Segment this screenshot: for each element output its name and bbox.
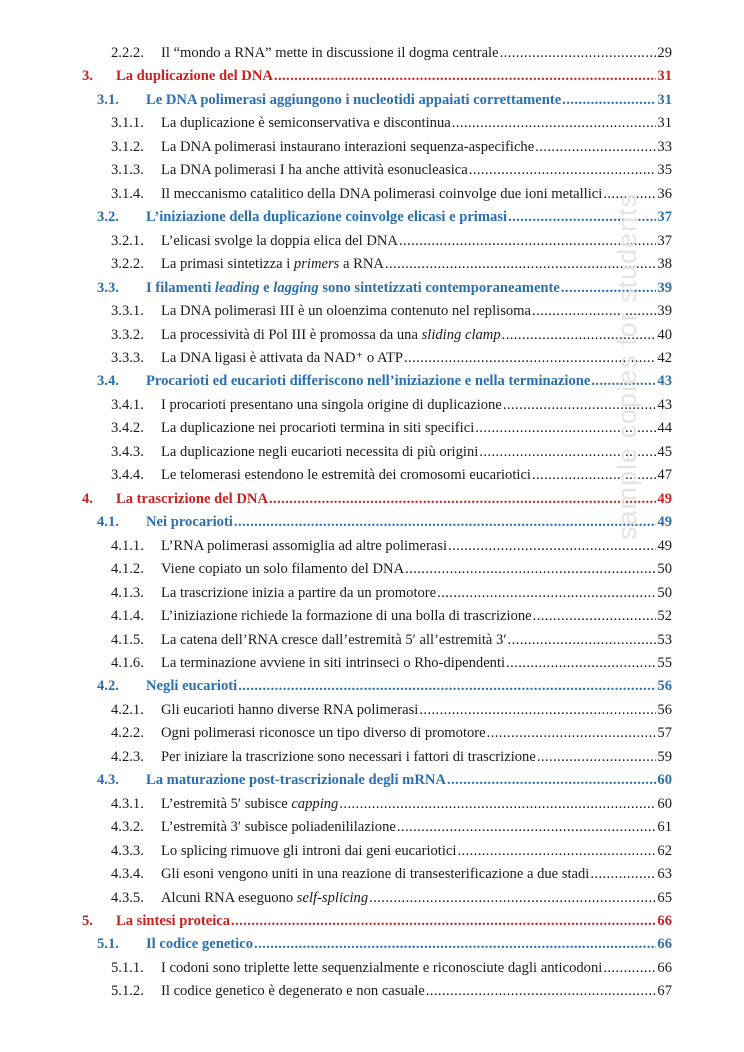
toc-entry-title: Il meccanismo catalitico della DNA polimerasi coinvolge due ioni metallici bbox=[161, 185, 603, 202]
toc-entry[interactable] bbox=[111, 888, 672, 908]
toc-entry[interactable] bbox=[111, 395, 672, 415]
dot-leader bbox=[447, 770, 656, 790]
toc-entry-page: 53 bbox=[657, 631, 672, 648]
toc-entry-page: 66 bbox=[657, 936, 672, 953]
toc-entry[interactable] bbox=[111, 348, 672, 368]
toc-entry-number: 3.4.2. bbox=[111, 420, 144, 437]
toc-entry[interactable] bbox=[111, 606, 672, 626]
toc-entry-title: La duplicazione negli eucarioti necessita di più origini bbox=[161, 443, 479, 460]
toc-entry-number: 3.2. bbox=[97, 209, 119, 226]
toc-entry-title: Il codice genetico bbox=[146, 936, 253, 953]
toc-entry-title: Alcuni RNA eseguono self-splicing bbox=[161, 889, 369, 906]
toc-entry[interactable] bbox=[111, 160, 672, 180]
toc-entry-number: 4.2.3. bbox=[111, 748, 144, 765]
toc-entry-page: 67 bbox=[657, 983, 672, 1000]
toc-entry-page: 36 bbox=[657, 185, 672, 202]
toc-entry[interactable] bbox=[111, 536, 672, 556]
toc-entry[interactable] bbox=[97, 371, 672, 391]
dot-leader bbox=[590, 864, 656, 884]
toc-entry-title: Gli esoni vengono uniti in una reazione di transesterificazione a due stadi bbox=[161, 866, 590, 883]
toc-entry[interactable] bbox=[111, 630, 672, 650]
toc-entry[interactable] bbox=[111, 700, 672, 720]
toc-entry-page: 66 bbox=[657, 913, 672, 930]
toc-entry[interactable] bbox=[111, 43, 672, 63]
toc-entry-page: 43 bbox=[657, 373, 672, 390]
toc-entry-page: 55 bbox=[657, 654, 672, 671]
toc-entry-title: Ogni polimerasi riconosce un tipo diverso di promotore bbox=[161, 725, 486, 742]
toc-entry-title: Le telomerasi estendono le estremità dei cromosomi eucariotici bbox=[161, 467, 531, 484]
toc-entry-number: 4.3.3. bbox=[111, 842, 144, 859]
toc-entry-page: 33 bbox=[657, 138, 672, 155]
toc-entry-page: 62 bbox=[657, 842, 672, 859]
toc-entry-page: 52 bbox=[657, 608, 672, 625]
toc-entry-page: 35 bbox=[657, 162, 672, 179]
toc-entry-number: 3.1.4. bbox=[111, 185, 144, 202]
toc-entry-number: 4.1.3. bbox=[111, 584, 144, 601]
toc-entry-number: 4.3.2. bbox=[111, 819, 144, 836]
toc-entry[interactable] bbox=[111, 301, 672, 321]
toc-entry[interactable] bbox=[97, 770, 672, 790]
toc-entry-title: Le DNA polimerasi aggiungono i nucleotidi appaiati correttamente bbox=[146, 91, 562, 108]
toc-entry-page: 45 bbox=[657, 443, 672, 460]
toc-entry-title: La DNA ligasi è attivata da NAD⁺ o ATP bbox=[161, 349, 403, 366]
toc-entry-number: 4.3.5. bbox=[111, 889, 144, 906]
toc-entry-number: 3.3.2. bbox=[111, 326, 144, 343]
toc-entry-page: 47 bbox=[657, 467, 672, 484]
toc-entry-page: 42 bbox=[657, 349, 672, 366]
toc-entry-page: 65 bbox=[657, 889, 672, 906]
toc-entry-title: Procarioti ed eucarioti differiscono nell’iniziazione e nella terminazione bbox=[146, 373, 591, 390]
toc-entry-number: 4.2.1. bbox=[111, 701, 144, 718]
toc-entry-title: La DNA polimerasi III è un oloenzima contenuto nel replisoma bbox=[161, 303, 532, 320]
toc-entry[interactable] bbox=[111, 583, 672, 603]
toc-entry-page: 37 bbox=[657, 232, 672, 249]
dot-leader bbox=[397, 817, 657, 837]
toc-entry[interactable] bbox=[111, 864, 672, 884]
toc-entry[interactable] bbox=[111, 418, 672, 438]
toc-entry-title: L’iniziazione della duplicazione coinvolge elicasi e primasi bbox=[146, 209, 508, 226]
toc-entry[interactable] bbox=[97, 207, 672, 227]
toc-entry-page: 49 bbox=[657, 490, 672, 507]
toc-entry-number: 3.1. bbox=[97, 91, 119, 108]
toc-entry-page: 60 bbox=[657, 795, 672, 812]
toc-entry-number: 3.3.3. bbox=[111, 349, 144, 366]
toc-entry-page: 29 bbox=[657, 45, 672, 61]
toc-entry[interactable] bbox=[111, 559, 672, 579]
toc-entry-title: Il “mondo a RNA” mette in discussione il dogma centrale bbox=[161, 45, 499, 61]
toc-entry[interactable] bbox=[97, 90, 672, 110]
toc-entry-title: La primasi sintetizza i primers a RNA bbox=[161, 256, 384, 273]
toc-entry-number: 4.1.1. bbox=[111, 537, 144, 554]
toc-entry[interactable] bbox=[111, 442, 672, 462]
toc-entry-page: 50 bbox=[657, 561, 672, 578]
toc-entry[interactable] bbox=[111, 958, 672, 978]
toc-entry-page: 60 bbox=[657, 772, 672, 789]
toc-entry[interactable] bbox=[82, 489, 672, 509]
toc-entry-page: 31 bbox=[657, 91, 672, 108]
toc-entry-title: La duplicazione del DNA bbox=[116, 68, 273, 85]
dot-leader bbox=[426, 981, 657, 1001]
toc-entry-title: La maturazione post-trascrizionale degli mRNA bbox=[146, 772, 446, 789]
toc-entry-page: 66 bbox=[657, 959, 672, 976]
toc-entry-number: 4. bbox=[82, 490, 93, 507]
toc-entry-page: 39 bbox=[657, 303, 672, 320]
dot-leader bbox=[339, 794, 656, 814]
dot-leader bbox=[231, 911, 656, 931]
toc-entry-title: L’estremità 5′ subisce capping bbox=[161, 795, 339, 812]
toc-entry-title: Viene copiato un solo filamento del DNA bbox=[161, 561, 405, 578]
toc-entry-title: La trascrizione inizia a partire da un promotore bbox=[161, 584, 437, 601]
toc-entry[interactable] bbox=[111, 653, 672, 673]
toc-entry-title: L’elicasi svolge la doppia elica del DNA bbox=[161, 232, 398, 249]
toc-entry[interactable] bbox=[97, 512, 672, 532]
toc-entry-title: I filamenti leading e lagging sono sintetizzati contemporaneamente bbox=[146, 279, 560, 296]
toc-entry-title: La DNA polimerasi instaurano interazioni sequenza-aspecifiche bbox=[161, 138, 535, 155]
dot-leader bbox=[369, 888, 656, 908]
toc-entry-number: 5.1. bbox=[97, 936, 119, 953]
toc-entry-number: 3.4.3. bbox=[111, 443, 144, 460]
toc-entry-number: 4.2. bbox=[97, 678, 119, 695]
toc-entry[interactable] bbox=[111, 231, 672, 251]
dot-leader bbox=[419, 700, 656, 720]
toc-entry-number: 3.3.1. bbox=[111, 303, 144, 320]
dot-leader bbox=[437, 583, 656, 603]
toc-entry[interactable] bbox=[111, 254, 672, 274]
toc-entry-title: L’iniziazione richiede la formazione di una bolla di trascrizione bbox=[161, 608, 532, 625]
toc-entry-page: 31 bbox=[657, 68, 672, 85]
dot-leader bbox=[234, 512, 657, 532]
dot-leader bbox=[537, 747, 657, 767]
toc-entry-number: 4.1.5. bbox=[111, 631, 144, 648]
toc-entry[interactable] bbox=[82, 911, 672, 931]
dot-leader bbox=[254, 934, 656, 954]
dot-leader bbox=[269, 489, 656, 509]
toc-entry-title: Gli eucarioti hanno diverse RNA polimerasi bbox=[161, 701, 419, 718]
dot-leader bbox=[238, 676, 656, 696]
toc-entry-title: La processività di Pol III è promossa da una sliding clamp bbox=[161, 326, 501, 343]
dot-leader bbox=[508, 630, 657, 650]
toc-entry-number: 3. bbox=[82, 68, 93, 85]
toc-entry-title: La DNA polimerasi I ha anche attività esonucleasica bbox=[161, 162, 468, 179]
toc-entry-title: Per iniziare la trascrizione sono necessari i fattori di trascrizione bbox=[161, 748, 536, 765]
dot-leader bbox=[487, 723, 657, 743]
toc-entry-page: 49 bbox=[657, 514, 672, 531]
toc-entry[interactable] bbox=[111, 325, 672, 345]
toc-entry[interactable] bbox=[111, 137, 672, 157]
toc-entry[interactable] bbox=[97, 934, 672, 954]
toc-entry[interactable] bbox=[111, 747, 672, 767]
toc-entry-number: 3.4.4. bbox=[111, 467, 144, 484]
toc-entry[interactable] bbox=[111, 817, 672, 837]
toc-entry-number: 3.4.1. bbox=[111, 396, 144, 413]
toc-entry-title: Negli eucarioti bbox=[146, 678, 238, 695]
toc-entry-title: I procarioti presentano una singola origine di duplicazione bbox=[161, 396, 502, 413]
toc-entry[interactable] bbox=[111, 841, 672, 861]
toc-entry-title: Nei procarioti bbox=[146, 514, 233, 531]
toc-entry-page: 63 bbox=[657, 866, 672, 883]
toc-entry-page: 31 bbox=[657, 115, 672, 132]
dot-leader bbox=[506, 653, 656, 673]
toc-entry-page: 57 bbox=[657, 725, 672, 742]
toc-entry-title: Lo splicing rimuove gli introni dai geni eucariotici bbox=[161, 842, 457, 859]
toc-entry-page: 56 bbox=[657, 678, 672, 695]
toc-entry-page: 44 bbox=[657, 420, 672, 437]
dot-leader bbox=[562, 90, 656, 110]
toc-entry[interactable] bbox=[111, 465, 672, 485]
dot-leader bbox=[274, 66, 657, 86]
dot-leader bbox=[405, 559, 656, 579]
toc-entry-page: 50 bbox=[657, 584, 672, 601]
toc-entry-title: L’estremità 3′ subisce poliadenililazione bbox=[161, 819, 396, 836]
toc-entry-number: 3.1.1. bbox=[111, 115, 144, 132]
toc-entry-page: 59 bbox=[657, 748, 672, 765]
dot-leader bbox=[452, 113, 657, 133]
toc-entry-number: 4.3. bbox=[97, 772, 119, 789]
toc-entry-number: 4.1.4. bbox=[111, 608, 144, 625]
toc-entry-number: 4.2.2. bbox=[111, 725, 144, 742]
dot-leader bbox=[500, 43, 657, 63]
toc-entry-number: 4.3.4. bbox=[111, 866, 144, 883]
toc-entry-page: 38 bbox=[657, 256, 672, 273]
toc-entry[interactable] bbox=[97, 676, 672, 696]
toc-entry-number: 4.1.6. bbox=[111, 654, 144, 671]
toc-entry-page: 61 bbox=[657, 819, 672, 836]
toc-entry[interactable] bbox=[111, 184, 672, 204]
toc-entry[interactable] bbox=[111, 723, 672, 743]
dot-leader bbox=[457, 841, 656, 861]
toc-entry-title: La duplicazione nei procarioti termina in siti specifici bbox=[161, 420, 475, 437]
toc-entry-title: La sintesi proteica bbox=[116, 913, 231, 930]
toc-entry[interactable] bbox=[111, 794, 672, 814]
toc-entry-title: La duplicazione è semiconservativa e discontinua bbox=[161, 115, 451, 132]
toc-entry[interactable] bbox=[82, 66, 672, 86]
toc-entry-number: 4.1. bbox=[97, 514, 119, 531]
toc-entry-number: 3.3. bbox=[97, 279, 119, 296]
toc-entry-page: 37 bbox=[657, 209, 672, 226]
toc-entry-page: 39 bbox=[657, 279, 672, 296]
toc-entry-number: 5.1.2. bbox=[111, 983, 144, 1000]
toc-entry-number: 4.3.1. bbox=[111, 795, 144, 812]
toc-entry[interactable] bbox=[111, 113, 672, 133]
toc-entry-title: La terminazione avviene in siti intrinseci o Rho-dipendenti bbox=[161, 654, 506, 671]
toc-entry-title: L’RNA polimerasi assomiglia ad altre polimerasi bbox=[161, 537, 448, 554]
toc-entry-number: 4.1.2. bbox=[111, 561, 144, 578]
toc-entry[interactable] bbox=[111, 981, 672, 1001]
toc-entry-number: 3.2.2. bbox=[111, 256, 144, 273]
toc-entry-title: La catena dell’RNA cresce dall’estremità 5′ all’estremità 3′ bbox=[161, 631, 507, 648]
dot-leader bbox=[603, 958, 656, 978]
toc-entry-number: 3.1.2. bbox=[111, 138, 144, 155]
toc-entry-number: 2.2.2. bbox=[111, 45, 144, 61]
toc-entry-page: 56 bbox=[657, 701, 672, 718]
toc-entry-page: 43 bbox=[657, 396, 672, 413]
toc-entry-title: La trascrizione del DNA bbox=[116, 490, 268, 507]
toc-entry-page: 49 bbox=[657, 537, 672, 554]
toc-entry-page: 40 bbox=[657, 326, 672, 343]
toc-entry-number: 5.1.1. bbox=[111, 959, 144, 976]
toc-entry[interactable] bbox=[97, 278, 672, 298]
toc-entry-title: Il codice genetico è degenerato e non casuale bbox=[161, 983, 425, 1000]
dot-leader bbox=[533, 606, 657, 626]
watermark: sample copies for students bbox=[612, 192, 642, 540]
toc-entry-number: 3.2.1. bbox=[111, 232, 144, 249]
toc-entry-number: 3.4. bbox=[97, 373, 119, 390]
toc-entry-title: I codoni sono triplette lette sequenzialmente e riconosciute dagli anticodoni bbox=[161, 959, 603, 976]
toc-entry-number: 5. bbox=[82, 913, 93, 930]
toc-entry-number: 3.1.3. bbox=[111, 162, 144, 179]
